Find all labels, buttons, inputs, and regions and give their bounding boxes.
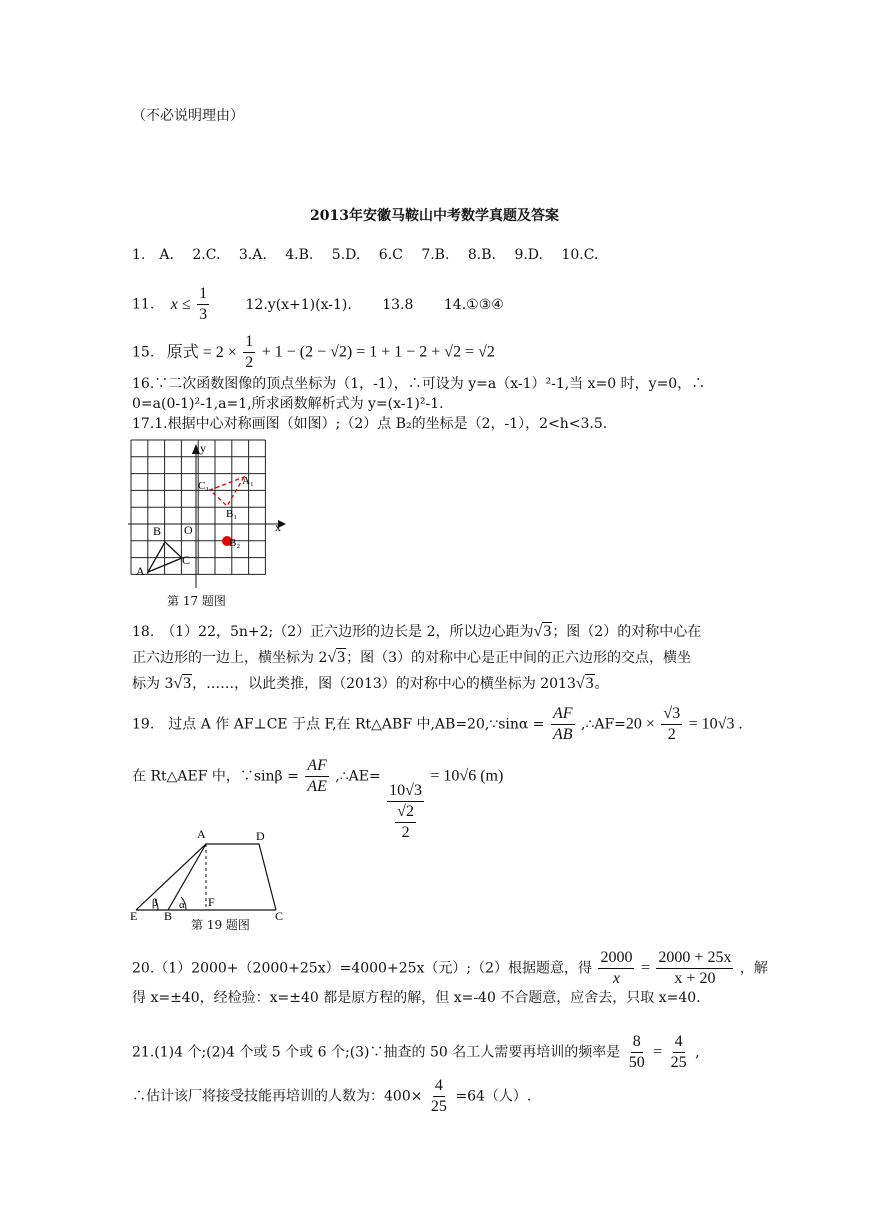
- q19-complex-frac: $\frac{10√3}{\frac{√2}{2}}$: [389, 781, 422, 841]
- axis-y-label: y: [200, 441, 206, 455]
- q19-caption: 第 19 题图: [191, 918, 250, 932]
- choice-1: 1. A.: [132, 247, 174, 263]
- choice-7: 7.B.: [421, 247, 450, 263]
- q21-frac-4-25: $\frac{4}{25}$: [670, 1033, 687, 1071]
- q11-num: 11.: [132, 296, 155, 313]
- q18-line1: 18. （1）22，5n+2;（2）正六边形的边长是 2，所以边心距为√3；图（2）的对称中心在: [132, 623, 702, 640]
- point-c-label: C: [275, 909, 284, 922]
- point-b-label: B: [164, 909, 173, 922]
- q15-fraction: $\frac{1}{2}$: [245, 333, 254, 371]
- axis-x-label: x: [275, 520, 281, 534]
- q15-part-b: + 1 − (2 − √2) = 1 + 1 − 2 + √2 = √2: [261, 343, 495, 361]
- q18-line2: 正六边形的一边上，横坐标为 2√3；图（3）的对称中心是正中间的正六边形的交点，横坐: [132, 649, 692, 666]
- q13-answer: 13.8: [382, 296, 414, 313]
- q15-part-a: 原式 = 2 ×: [166, 343, 237, 361]
- q15-num: 15.: [132, 344, 155, 361]
- point-c1-label: C₁: [198, 480, 210, 492]
- choice-3: 3.A.: [238, 247, 267, 263]
- q19-frac-af-ab: $\frac{AF}{AB}$: [553, 705, 573, 743]
- origin-label: O: [184, 523, 193, 537]
- point-b-label: B: [153, 524, 162, 538]
- q19-line2: 在 Rt△AEF 中，∵sinβ = $\frac{AF}{AE}$ ,∴AE= $\frac{10√3}{\frac{√2}{2}}$ = 10√6 (m): [132, 757, 504, 841]
- q21-frac-8-50: $\frac{8}{50}$: [628, 1033, 645, 1071]
- q19-figure: [128, 826, 298, 922]
- q21-frac-4-25-b: $\frac{4}{25}$: [430, 1077, 447, 1115]
- q19-line1: 19. 过点 A 作 AF⊥CE 于点 F,在 Rt△ABF 中,AB=20,∵sinα = $\frac{AF}{AB}$ ,∴AF=20 × $\frac{√3}{2}$ = 10√3 .: [132, 705, 743, 743]
- q17-caption: 第 17 题图: [167, 594, 226, 608]
- choice-2: 2.C.: [192, 247, 221, 263]
- choice-5: 5.D.: [331, 247, 361, 263]
- choice-6: 6.C: [378, 247, 403, 263]
- q17-text: 17.1.根据中心对称画图（如图）;（2）点 B₂的坐标是（2，-1），2<h<3.5.: [132, 416, 608, 432]
- sqrt-3: √3: [575, 675, 594, 692]
- q19-frac-af-ae: $\frac{AF}{AE}$: [307, 757, 327, 795]
- q11-14: [132, 284, 504, 325]
- point-d-label: D: [256, 829, 265, 843]
- q15: [132, 332, 495, 373]
- q21-line2: ∴估计该厂将接受技能再培训的人数为：400× $\frac{4}{25}$ =64（人）.: [132, 1077, 532, 1115]
- sqrt-3: √3: [173, 675, 192, 692]
- choice-4: 4.B.: [285, 247, 314, 263]
- choice-9: 9.D.: [514, 247, 543, 263]
- q21-line1: 21.(1)4 个;(2)4 个或 5 个或 6 个;(3)∵抽查的 50 名工人需要再培训的频率是 $\frac{8}{50}$ = $\frac{4}{25}$ ,: [132, 1033, 700, 1071]
- point-e-label: E: [130, 909, 138, 922]
- point-a-label: A: [136, 564, 145, 578]
- point-f-label: F: [208, 895, 215, 909]
- sqrt-3: √3: [327, 649, 346, 666]
- sqrt-3: √3: [533, 623, 552, 640]
- point-a-label: A: [197, 827, 206, 841]
- q16-line1: 16.∵二次函数图像的顶点坐标为（1，-1），∴可设为 y=a（x-1）²-1,当 x=0 时，y=0，∴: [132, 376, 706, 392]
- choice-answers: [132, 245, 598, 265]
- choice-10: 10.C.: [561, 247, 599, 263]
- q18-line3: 标为 3√3，……，以此类推，图（2013）的对称中心的横坐标为 2013√3。: [132, 675, 609, 692]
- q19-frac-sqrt3-2: $\frac{√3}{2}$: [663, 705, 681, 743]
- q16-line2: 0=a(0-1)²-1,a=1,所求函数解析式为 y=(x-1)²-1.: [132, 396, 444, 412]
- point-c-label: C: [182, 553, 191, 567]
- angle-beta-label: β: [152, 897, 158, 909]
- q11-fraction: $\frac{1}{3}$: [199, 285, 208, 323]
- q20-frac-right: $\frac{2000 + 25x}{x + 20}$: [658, 949, 732, 987]
- angle-alpha-label: α: [179, 899, 185, 911]
- page-title: 2013年安徽马鞍山中考数学真题及答案: [310, 208, 559, 224]
- q20-frac-left: $\frac{2000}{x}$: [600, 949, 633, 987]
- point-b1-label: B₁: [226, 508, 238, 520]
- q17-figure: [128, 438, 288, 598]
- note-text: （不必说明理由）: [132, 108, 244, 124]
- q12-answer: 12.y(x+1)(x-1).: [245, 296, 352, 313]
- point-b2-label: B₂: [229, 537, 241, 549]
- q14-answer: 14.①③④: [443, 296, 504, 313]
- choice-8: 8.B.: [467, 247, 496, 263]
- q20-line2: 得 x=±40，经检验：x=±40 都是原方程的解，但 x=-40 不合题意，应舍去，只取 x=40.: [132, 990, 701, 1006]
- q11-expr: x ≤: [170, 295, 191, 313]
- point-a1-label: A₁: [242, 475, 254, 487]
- q20-line1: 20.（1）2000+（2000+25x）=4000+25x（元）;（2）根据题意，得 $\frac{2000}{x}$ = $\frac{2000 + 25x}{x + 20}$ ，解: [132, 949, 768, 987]
